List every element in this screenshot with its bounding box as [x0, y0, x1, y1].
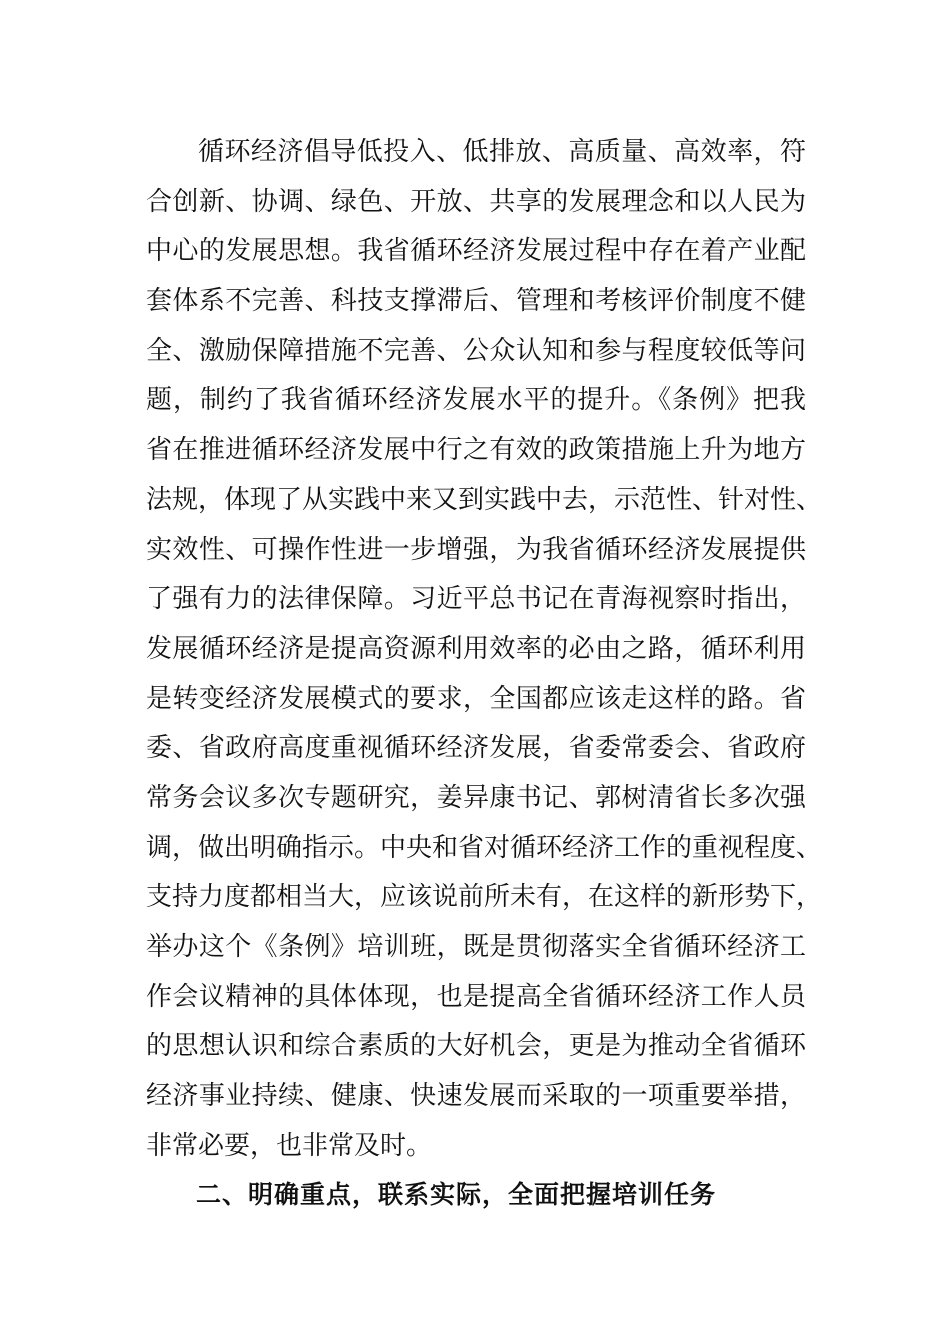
paragraph-line: 了强有力的法律保障。习近平总书记在青海视察时指出， — [146, 584, 806, 615]
section-heading: 二、明确重点，联系实际，全面把握培训任务 — [196, 1180, 717, 1209]
paragraph-line: 调，做出明确指示。中央和省对循环经济工作的重视程度、 — [146, 832, 823, 863]
body-paragraph — [146, 128, 823, 1171]
paragraph-line: 法规，体现了从实践中来又到实践中去，示范性、针对性、 — [146, 484, 823, 515]
paragraph-line: 发展循环经济是提高资源利用效率的必由之路，循环利用 — [146, 633, 806, 664]
paragraph-line: 套体系不完善、科技支撑滞后、管理和考核评价制度不健 — [146, 286, 806, 317]
paragraph-line: 循环经济倡导低投入、低排放、高质量、高效率，符 — [198, 137, 806, 167]
paragraph-line: 经济事业持续、健康、快速发展而采取的一项重要举措， — [146, 1081, 806, 1112]
paragraph-line: 省在推进循环经济发展中行之有效的政策措施上升为地方 — [146, 435, 806, 466]
paragraph-line: 非常必要，也非常及时。 — [146, 1130, 433, 1161]
paragraph-line: 实效性、可操作性进一步增强，为我省循环经济发展提供 — [146, 534, 806, 565]
paragraph-line: 的思想认识和综合素质的大好机会，更是为推动全省循环 — [146, 1031, 806, 1062]
paragraph-line: 合创新、协调、绿色、开放、共享的发展理念和以人民为 — [146, 186, 806, 217]
paragraph-line: 委、省政府高度重视循环经济发展，省委常委会、省政府 — [146, 733, 806, 764]
paragraph-line: 中心的发展思想。我省循环经济发展过程中存在着产业配 — [146, 236, 806, 267]
paragraph-line: 作会议精神的具体体现，也是提高全省循环经济工作人员 — [146, 981, 806, 1012]
paragraph-line: 支持力度都相当大，应该说前所未有，在这样的新形势下， — [146, 882, 823, 913]
paragraph-line: 全、激励保障措施不完善、公众认知和参与程度较低等问 — [146, 335, 806, 366]
paragraph-line: 题，制约了我省循环经济发展水平的提升。《条例》把我 — [146, 385, 806, 416]
paragraph-line: 举办这个《条例》培训班，既是贯彻落实全省循环经济工 — [146, 932, 806, 962]
paragraph-line: 是转变经济发展模式的要求，全国都应该走这样的路。省 — [146, 683, 806, 714]
paragraph-line: 常务会议多次专题研究，姜异康书记、郭树清省长多次强 — [146, 782, 806, 813]
